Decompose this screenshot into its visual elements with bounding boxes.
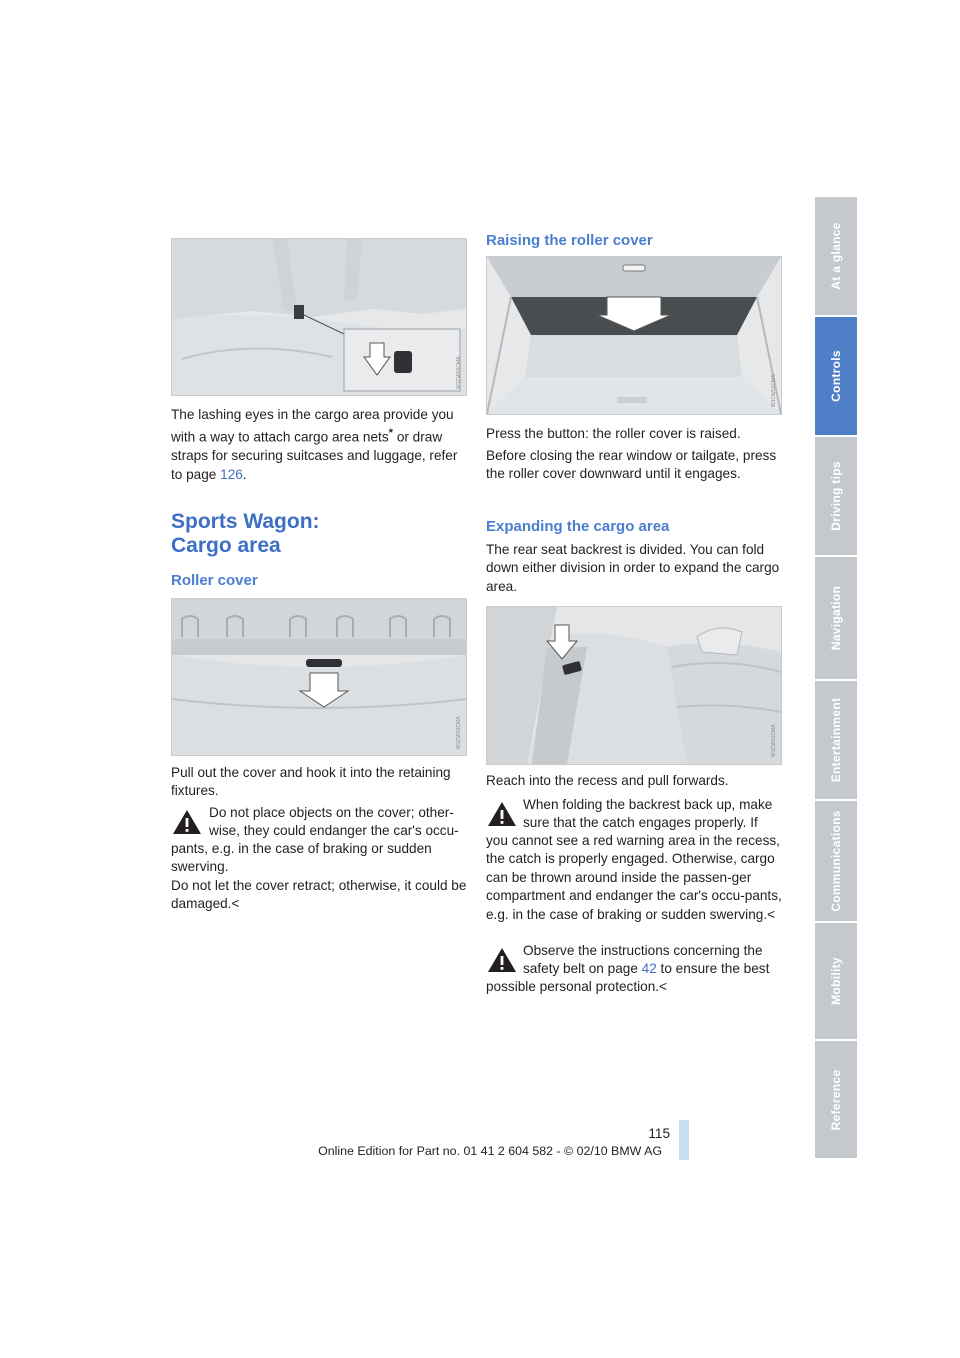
raising-roller-cover-heading: Raising the roller cover <box>486 232 653 249</box>
raising-roller-cover-figure <box>486 256 782 415</box>
warning-2-line1: When folding the backrest back up, make <box>523 797 773 812</box>
raising-paragraph-1: Press the button: the roller cover is raised. <box>486 426 741 441</box>
tab-driving-tips[interactable]: Driving tips <box>815 437 857 557</box>
figure-code: W1CW01CMA <box>771 374 777 407</box>
warning-2-line2: sure that the catch engages properly. If <box>523 815 758 830</box>
tab-reference[interactable]: Reference <box>815 1041 857 1160</box>
lashing-eyes-figure <box>171 238 467 396</box>
footer-text: Online Edition for Part no. 01 41 2 604 582 - © 02/10 BMW AG <box>318 1144 662 1158</box>
end-mark: < <box>659 979 668 994</box>
warning-3-line2: safety belt on page 42 to ensure the best <box>523 961 770 976</box>
warning-1-text: pants, e.g. in the case of braking or sudden swerving. <box>171 841 432 875</box>
warning-icon <box>486 946 518 974</box>
optional-equipment-star: * <box>388 427 394 440</box>
chapter-tab-bar <box>815 197 857 1160</box>
raising-paragraph-2: Before closing the rear window or tailgate, press the roller cover downward until it engages. <box>486 448 777 482</box>
warning-2-text: you cannot see a red warning area in the recess, the catch is properly engaged. Otherwise, cargo can be thrown around inside the passen-ger compartment and endanger the car's occu-pants, e.g. in the case of braking or sudden swerving.< <box>486 833 782 922</box>
lashing-eyes-paragraph: The lashing eyes in the cargo area provide you with a way to attach cargo area nets* or draw straps for securing suitcases and luggage, refer to page 126. <box>171 407 458 482</box>
roller-cover-figure <box>171 598 467 756</box>
warning-1-line1: Do not place objects on the cover; other- <box>209 805 454 820</box>
warning-3-rest: possible personal protection.< <box>486 979 668 994</box>
tab-communications[interactable]: Communications <box>815 801 857 923</box>
warning-icon <box>486 800 518 828</box>
expanding-cargo-figure <box>486 606 782 765</box>
figure-code: W1CW01CMA <box>456 356 462 389</box>
end-mark: < <box>767 906 776 922</box>
roller-cover-paragraph: Pull out the cover and hook it into the retaining fixtures. <box>171 765 451 799</box>
tab-entertainment[interactable]: Entertainment <box>815 681 857 801</box>
tab-navigation[interactable]: Navigation <box>815 557 857 681</box>
warning-icon <box>171 808 203 836</box>
warning-1-line2: wise, they could endanger the car's occu- <box>209 823 459 838</box>
page-number: 115 <box>648 1126 670 1141</box>
figure-code: W1CW01CMA <box>456 716 462 749</box>
figure-code: W1CW01CMA <box>771 724 777 757</box>
expanding-paragraph: The rear seat backrest is divided. You can fold down either division in order to expand the cargo area. <box>486 542 780 594</box>
end-mark: < <box>231 896 240 912</box>
warning-3-line1: Observe the instructions concerning the <box>523 943 763 958</box>
warning-1-extra: Do not let the cover retract; otherwise, it could be damaged.< <box>171 878 467 912</box>
page-link-126[interactable]: 126 <box>220 466 243 482</box>
page-link-42[interactable]: 42 <box>641 961 657 976</box>
section-title: Sports Wagon: Cargo area <box>171 510 320 557</box>
roller-cover-heading: Roller cover <box>171 572 258 589</box>
tab-controls[interactable]: Controls <box>815 317 857 437</box>
footer-accent-bar <box>679 1120 689 1160</box>
tab-at-a-glance[interactable]: At a glance <box>815 197 857 317</box>
tab-mobility[interactable]: Mobility <box>815 923 857 1041</box>
expanding-cargo-heading: Expanding the cargo area <box>486 518 670 535</box>
reach-paragraph: Reach into the recess and pull forwards. <box>486 773 729 788</box>
